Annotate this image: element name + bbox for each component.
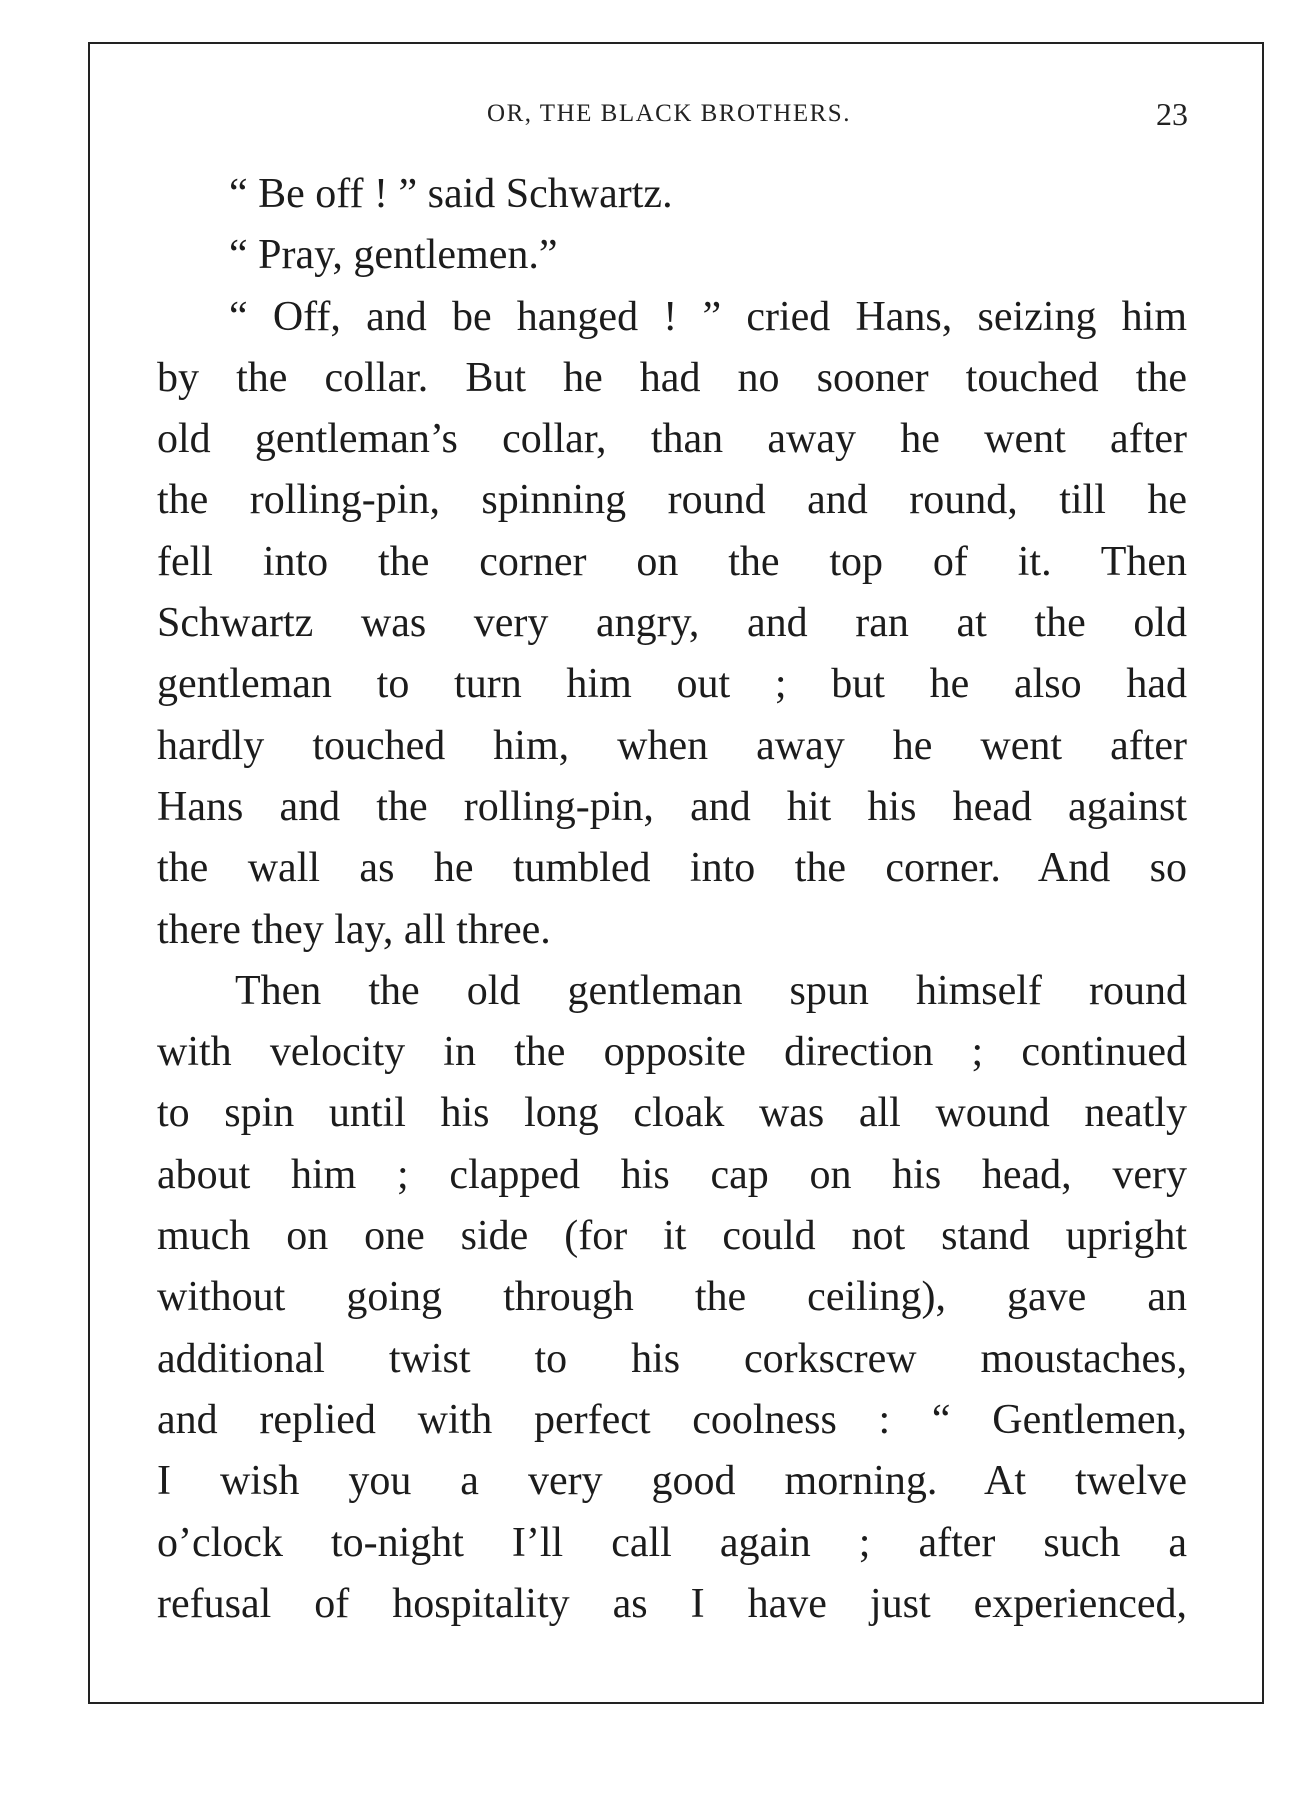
text-line: there they lay, all three. bbox=[157, 906, 551, 953]
text-line: additional twist to his corkscrew moustaches, bbox=[157, 1335, 1187, 1382]
text-line: old gentleman’s collar, than away he went after bbox=[157, 416, 1187, 463]
text-line: Then the old gentleman spun himself round bbox=[235, 967, 1187, 1014]
text-line: with velocity in the opposite direction ; continued bbox=[157, 1029, 1187, 1076]
body-text bbox=[157, 164, 1187, 1635]
page-header bbox=[150, 96, 1188, 136]
text-line: refusal of hospitality as I have just experienced, bbox=[157, 1580, 1187, 1627]
text-line: the wall as he tumbled into the corner. And so bbox=[157, 845, 1187, 892]
text-line: by the collar. But he had no sooner touched the bbox=[157, 354, 1187, 401]
text-line: much on one side (for it could not stand upright bbox=[157, 1213, 1187, 1260]
text-line: “ Be off ! ” said Schwartz. bbox=[229, 171, 673, 217]
text-line: I wish you a very good morning. At twelve bbox=[157, 1458, 1187, 1505]
text-line: hardly touched him, when away he went after bbox=[157, 722, 1187, 769]
text-line: about him ; clapped his cap on his head, very bbox=[157, 1151, 1187, 1198]
text-line: o’clock to-night I’ll call again ; after such a bbox=[157, 1519, 1187, 1566]
text-line: Hans and the rolling-pin, and hit his head against bbox=[157, 783, 1187, 830]
text-line: Schwartz was very angry, and ran at the old bbox=[157, 600, 1187, 647]
text-line: and replied with perfect coolness : “ Gentlemen, bbox=[157, 1396, 1187, 1443]
text-line: gentleman to turn him out ; but he also had bbox=[157, 661, 1187, 708]
text-line: “ Pray, gentlemen.” bbox=[229, 232, 558, 279]
running-head: OR, THE BLACK BROTHERS. bbox=[487, 100, 851, 127]
text-line: without going through the ceiling), gave an bbox=[157, 1274, 1187, 1321]
text-line: to spin until his long cloak was all wound neatly bbox=[157, 1090, 1187, 1137]
text-line: “ Off, and be hanged ! ” cried Hans, seizing him bbox=[229, 293, 1187, 340]
page-number: 23 bbox=[1156, 96, 1188, 132]
text-line: fell into the corner on the top of it. Then bbox=[157, 538, 1187, 585]
text-line: the rolling-pin, spinning round and round, till he bbox=[157, 477, 1187, 524]
